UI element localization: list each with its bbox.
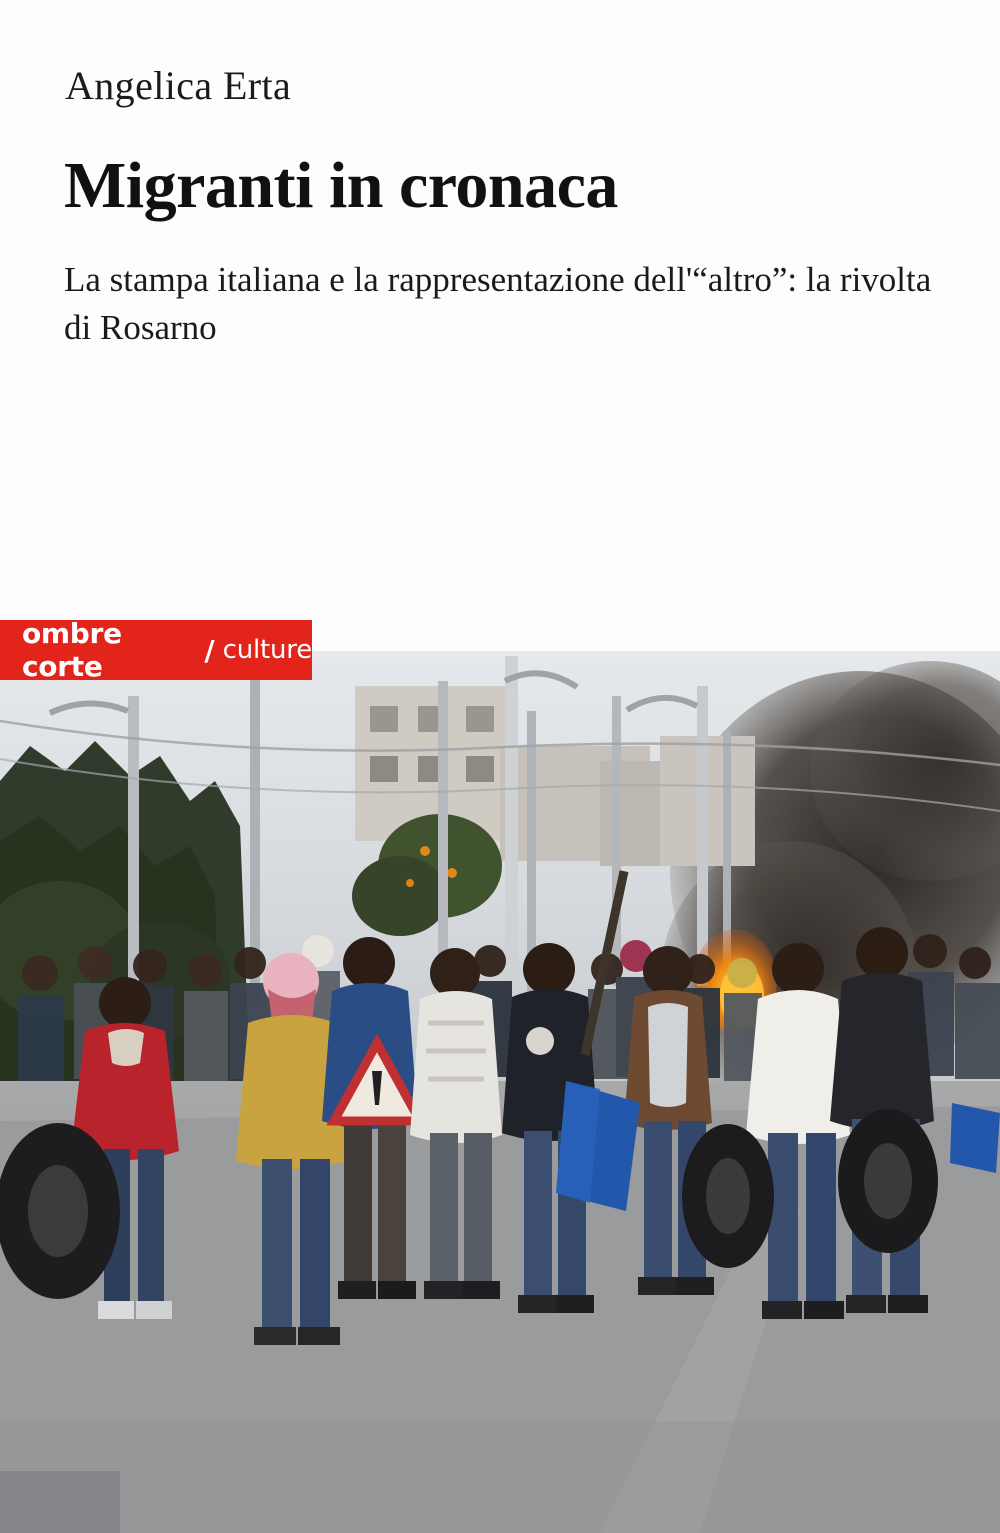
cover-photograph (0, 651, 1000, 1533)
book-subtitle: La stampa italiana e la rappresentazione dell'“altro”: la rivolta di Rosarno (64, 260, 932, 347)
publisher-series: culture (222, 635, 312, 665)
publisher-separator: / (204, 633, 215, 667)
cover-text-block (0, 0, 1000, 351)
publisher-badge (0, 617, 312, 683)
publisher-name: ombre corte (22, 617, 122, 683)
tyre-left (0, 1123, 120, 1299)
author-name: Angelica Erta (65, 63, 292, 108)
tyre-centre (682, 1124, 774, 1268)
blue-flag-right (950, 1103, 1000, 1173)
book-title: Migranti in cronaca (64, 149, 618, 222)
photo-illustration (0, 651, 1000, 1533)
tyre-right (838, 1109, 938, 1253)
